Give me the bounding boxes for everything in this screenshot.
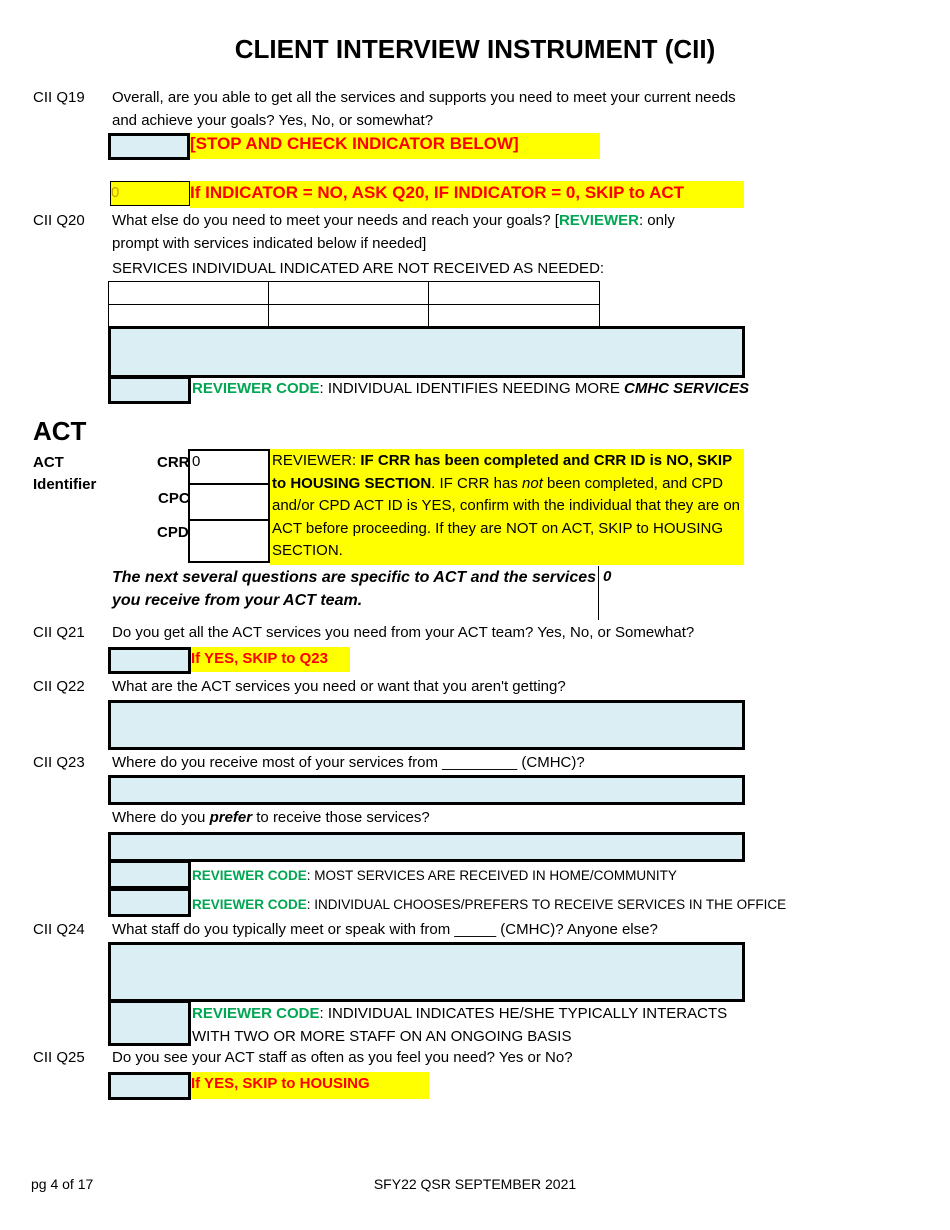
q23-question: Where do you receive most of your services from _________ (CMHC)?: [112, 754, 585, 771]
crr-label: CRR: [157, 454, 190, 471]
services-cell[interactable]: [108, 281, 270, 305]
q20-question: What else do you need to meet your needs and reach your goals? [REVIEWER: only prompt with services indicated below if needed]: [112, 212, 675, 252]
act-identifier-label-2: Identifier: [33, 476, 97, 493]
q24-label: CII Q24: [33, 921, 85, 938]
cpc-label: CPC: [158, 490, 190, 507]
q20-label: CII Q20: [33, 212, 85, 229]
q22-response-box[interactable]: [108, 700, 745, 750]
services-cell[interactable]: [108, 304, 270, 328]
q23-code1-box[interactable]: [108, 860, 191, 889]
q19-indicator-value: 0: [110, 181, 190, 206]
act-intro-divider: [598, 566, 599, 620]
cpd-field[interactable]: [188, 519, 270, 563]
q19-label: CII Q19: [33, 89, 85, 106]
q24-reviewer-code: REVIEWER CODE: INDIVIDUAL INDICATES HE/SHE TYPICALLY INTERACTS WITH TWO OR MORE STAFF ON AN ONGOING BASIS: [192, 1005, 728, 1045]
q21-answer-box[interactable]: [108, 647, 191, 674]
q19-answer-box[interactable]: [108, 133, 190, 160]
q23-code2-box[interactable]: [108, 888, 191, 917]
q24-question: What staff do you typically meet or speak with from _____ (CMHC)? Anyone else?: [112, 921, 658, 938]
q22-question: What are the ACT services you need or want that you aren't getting?: [112, 678, 566, 695]
q20-response-box[interactable]: [108, 326, 745, 378]
q21-skip-note: If YES, SKIP to Q23: [191, 647, 350, 672]
q25-label: CII Q25: [33, 1049, 85, 1066]
act-identifier-label-1: ACT: [33, 454, 64, 471]
q20-reviewer-tag: REVIEWER: [558, 212, 639, 229]
cpc-field[interactable]: [188, 483, 270, 521]
act-intro-value: 0: [603, 568, 612, 585]
q25-question: Do you see your ACT staff as often as you feel you need? Yes or No?: [112, 1049, 573, 1066]
q23-label: CII Q23: [33, 754, 85, 771]
page-title: CLIENT INTERVIEW INSTRUMENT (CII): [234, 34, 716, 64]
q23-response-box[interactable]: [108, 775, 745, 805]
act-reviewer-note: REVIEWER: IF CRR has been completed and CRR ID is NO, SKIP to HOUSING SECTION. IF CRR has not been completed, and CPD and/or CPD ACT ID is YES, confirm with the individual that they are on ACT before proceeding. If they are NOT on ACT, SKIP to HOUSING SECTION.: [270, 449, 744, 565]
q20-services-heading: SERVICES INDIVIDUAL INDICATED ARE NOT RECEIVED AS NEEDED:: [112, 260, 605, 277]
q23-prefer-question: Where do you prefer to receive those services?: [112, 809, 430, 826]
q19-question: Overall, are you able to get all the services and supports you need to meet your current needs and achieve your goals? Yes, No, or somewhat?: [112, 89, 736, 129]
q25-answer-box[interactable]: [108, 1072, 191, 1100]
services-cell[interactable]: [268, 304, 430, 328]
q21-question: Do you get all the ACT services you need from your ACT team? Yes, No, or Somewhat?: [112, 624, 695, 641]
crr-field[interactable]: 0: [188, 449, 270, 485]
q23-prefer-response-box[interactable]: [108, 832, 745, 862]
services-cell[interactable]: [428, 281, 600, 305]
q19-stop-banner: [STOP AND CHECK INDICATOR BELOW]: [190, 133, 600, 159]
q19-indicator-instruction: If INDICATOR = NO, ASK Q20, IF INDICATOR = 0, SKIP to ACT: [190, 181, 744, 208]
q24-code-box[interactable]: [108, 1000, 191, 1046]
q24-response-box[interactable]: [108, 942, 745, 1002]
services-cell[interactable]: [428, 304, 600, 328]
q20-code-box[interactable]: [108, 376, 191, 404]
q20-reviewer-code: REVIEWER CODE: INDIVIDUAL IDENTIFIES NEEDING MORE CMHC SERVICES: [192, 380, 750, 397]
act-intro: The next several questions are specific to ACT and the services you receive from your ACT team.: [112, 569, 597, 609]
footer-center: SFY22 QSR SEPTEMBER 2021: [373, 1176, 577, 1192]
act-section-heading: ACT: [33, 416, 87, 446]
cpd-label: CPD: [157, 524, 189, 541]
q25-skip-note: If YES, SKIP to HOUSING: [191, 1072, 429, 1099]
q21-label: CII Q21: [33, 624, 85, 641]
q23-reviewer-code-2: REVIEWER CODE: INDIVIDUAL CHOOSES/PREFERS TO RECEIVE SERVICES IN THE OFFICE: [192, 897, 787, 912]
page-number: pg 4 of 17: [31, 1176, 94, 1192]
q23-reviewer-code-1: REVIEWER CODE: MOST SERVICES ARE RECEIVED IN HOME/COMMUNITY: [192, 868, 677, 883]
services-cell[interactable]: [268, 281, 430, 305]
q22-label: CII Q22: [33, 678, 85, 695]
